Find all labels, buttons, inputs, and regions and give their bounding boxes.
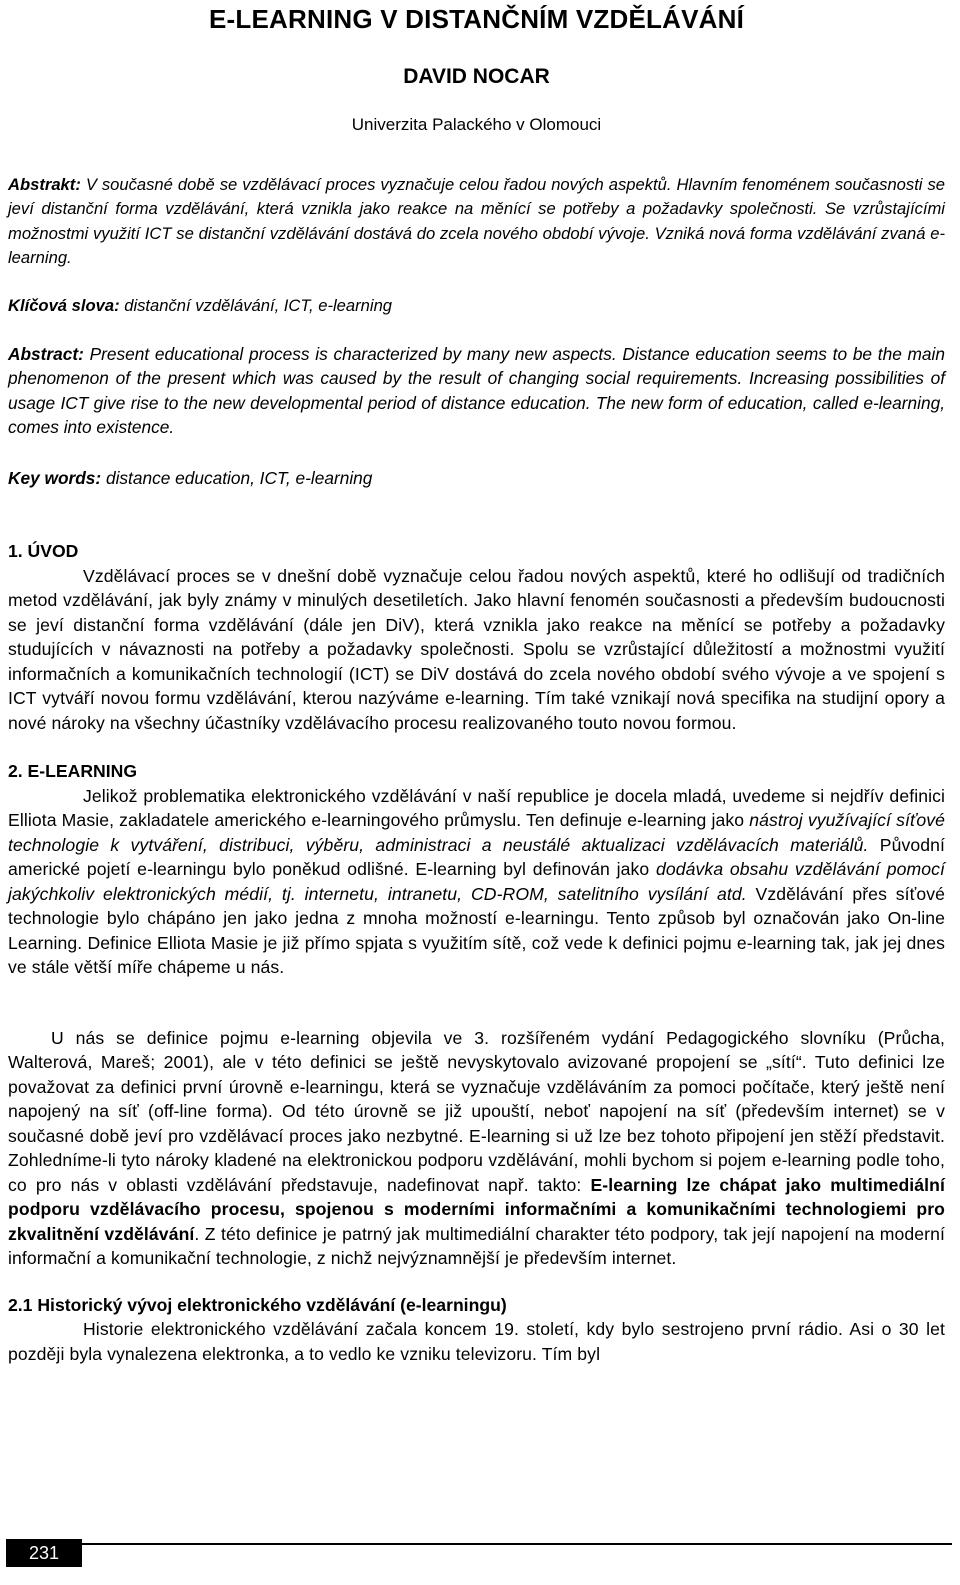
section-2-heading: 2. E-LEARNING xyxy=(8,761,138,782)
abstract-english-label: Abstract: xyxy=(8,344,84,365)
affiliation: Univerzita Palackého v Olomouci xyxy=(351,115,602,134)
s2p2-definition: E-learning lze chápat jako multimediální podporu vzdělávacího procesu, spojenou s moderními informačními a komunikačními technologiemi pro zkvalitnění vzdělávání xyxy=(8,1174,945,1244)
keywords-english xyxy=(8,466,945,490)
s2p2-text-b: . Z této definice je patrný jak multimediální charakter této podpory, tak její napojení na moderní informační a komunikační technologie, z nichž nejvýznamnější je především internet. xyxy=(8,1223,945,1269)
keywords-czech xyxy=(8,294,945,318)
s2p1-text-b: Původní americké pojetí e-learningu bylo poněkud odlišné. E-learning byl definován jako xyxy=(8,834,946,880)
footer-rule xyxy=(82,1543,952,1545)
s2p2-text-a: U nás se definice pojmu e-learning objevila ve 3. rozšířeném vydání Pedagogického slovníku (Průcha, Walterová, Mareš; 2001), ale v této definici se ještě nevyskytovalo avizované propojení se „sítí“. Tuto definici lze považovat za definici první úrovně e-learningu, která se vyznačuje vzděláváním za pomoci počítače, který ještě není napojený na síť (off-line forma). Od této úrovně se již upouští, neboť napojení na síť (především internet) se v současné době jeví pro vzdělávací proces jako nezbytné. E-learning si už lze bez tohoto připojení jen stěží představit. Zohledníme-li tyto nároky kladené na elektronickou podporu vzdělávání, mohli bychom si pojem e-learning podle toho, co pro nás v oblasti vzdělávání představuje, nadefinovat např. takto: xyxy=(8,1027,945,1195)
keywords-english-label: Key words: xyxy=(8,467,102,488)
section-2-1-paragraph: Historie elektronického vzdělávání začala koncem 19. století, kdy bylo sestrojeno první rádio. Asi o 30 let později byla vynalezena elektronka, a to vedlo ke vzniku televizoru. Tím byl xyxy=(8,1319,945,1364)
s2p1-definition-original: dodávka obsahu vzdělávání pomocí jakýchkoliv elektronických médií, tj. internetu, intranetu, CD-ROM, satelitního vysílání atd. xyxy=(8,859,945,904)
abstract-english xyxy=(8,342,945,440)
section-2-paragraph-1 xyxy=(8,784,945,980)
s2p1-definition-masie: nástroj využívající síťové technologie k vytváření, distribuci, výběru, administraci a neustálé aktualizaci vzdělávacích materiálů. xyxy=(8,810,945,855)
author-name: DAVID NOCAR xyxy=(403,65,550,88)
page-number: 231 xyxy=(6,1539,82,1567)
keywords-czech-label: Klíčová slova: xyxy=(8,295,120,315)
abstract-english-text: Present educational process is characterized by many new aspects. Distance education seems to be the main phenomenon of the present which was caused by the result of changing social requirements. Increasing possibilities of usage ICT give rise to the new developmental period of distance education. The new form of education, called e-learning, comes into existence. xyxy=(8,344,945,438)
paper-page xyxy=(8,0,945,1366)
s2p1-text-a: Jelikož problematika elektronického vzdělávání v naší republice je docela mladá, uvedeme si nejdřív definici Elliota Masie, zakladatele amerického e-learningového průmyslu. Ten definuje e-learning jako xyxy=(8,785,945,831)
section-2-1-heading: 2.1 Historický vývoj elektronického vzdělávání (e-learningu) xyxy=(8,1294,507,1315)
keywords-english-text: distance education, ICT, e-learning xyxy=(101,467,373,488)
section-1-heading: 1. ÚVOD xyxy=(8,541,79,562)
abstract-czech xyxy=(8,173,945,271)
section-2-paragraph-2 xyxy=(8,1026,945,1271)
page-footer xyxy=(0,1539,960,1585)
abstract-czech-label: Abstrakt: xyxy=(8,175,81,194)
section-1-paragraph: Vzdělávací proces se v dnešní době vyznačuje celou řadou nových aspektů, které ho odlišují od tradičních metod vzdělávání, jak byly známy v minulých desetiletích. Jako hlavní fenomén současnosti a především budoucnosti se jeví distanční forma vzdělávání (dále jen DiV), která vznikla jako reakce na měnící se potřeby a požadavky studujících v návaznosti na potřeby a požadavky společnosti. Spolu se vzrůstající důležitostí a možnostmi využití informačních a komunikačních technologií (ICT) se DiV dostává do zcela nového období svého vývoje a ve spojení s ICT vytváří novou formu vzdělávání, kterou nazýváme e-learning. Tím také vznikají nová specifika na studijní opory a nové nároky na všechny účastníky vzdělávacího procesu realizovaného touto novou formou. xyxy=(8,565,945,733)
s2p1-text-c: Vzdělávání přes síťové technologie bylo chápáno jen jako jedna z mnoha možností e-learningu. Tento způsob byl označován jako On-line Learning. Definice Elliota Masie je již přímo spjata s využitím sítě, což vede k definici pojmu e-learning tak, jak jej dnes ve stále větší míře chápeme u nás. xyxy=(8,883,945,978)
paper-title: E-LEARNING V DISTANČNÍM VZDĚLÁVÁNÍ xyxy=(209,4,744,34)
abstract-czech-text: V současné době se vzdělávací proces vyznačuje celou řadou nových aspektů. Hlavním fenoménem současnosti se jeví distanční forma vzdělávání, která vznikla jako reakce na měnící se potřeby a požadavky společnosti. Se vzrůstajícími možnostmi využití ICT se distanční vzdělávání dostává do zcela nového období vývoje. Vzniká nová forma vzdělávání zvaná e-learning. xyxy=(8,175,945,268)
keywords-czech-text: distanční vzdělávání, ICT, e-learning xyxy=(119,295,393,315)
